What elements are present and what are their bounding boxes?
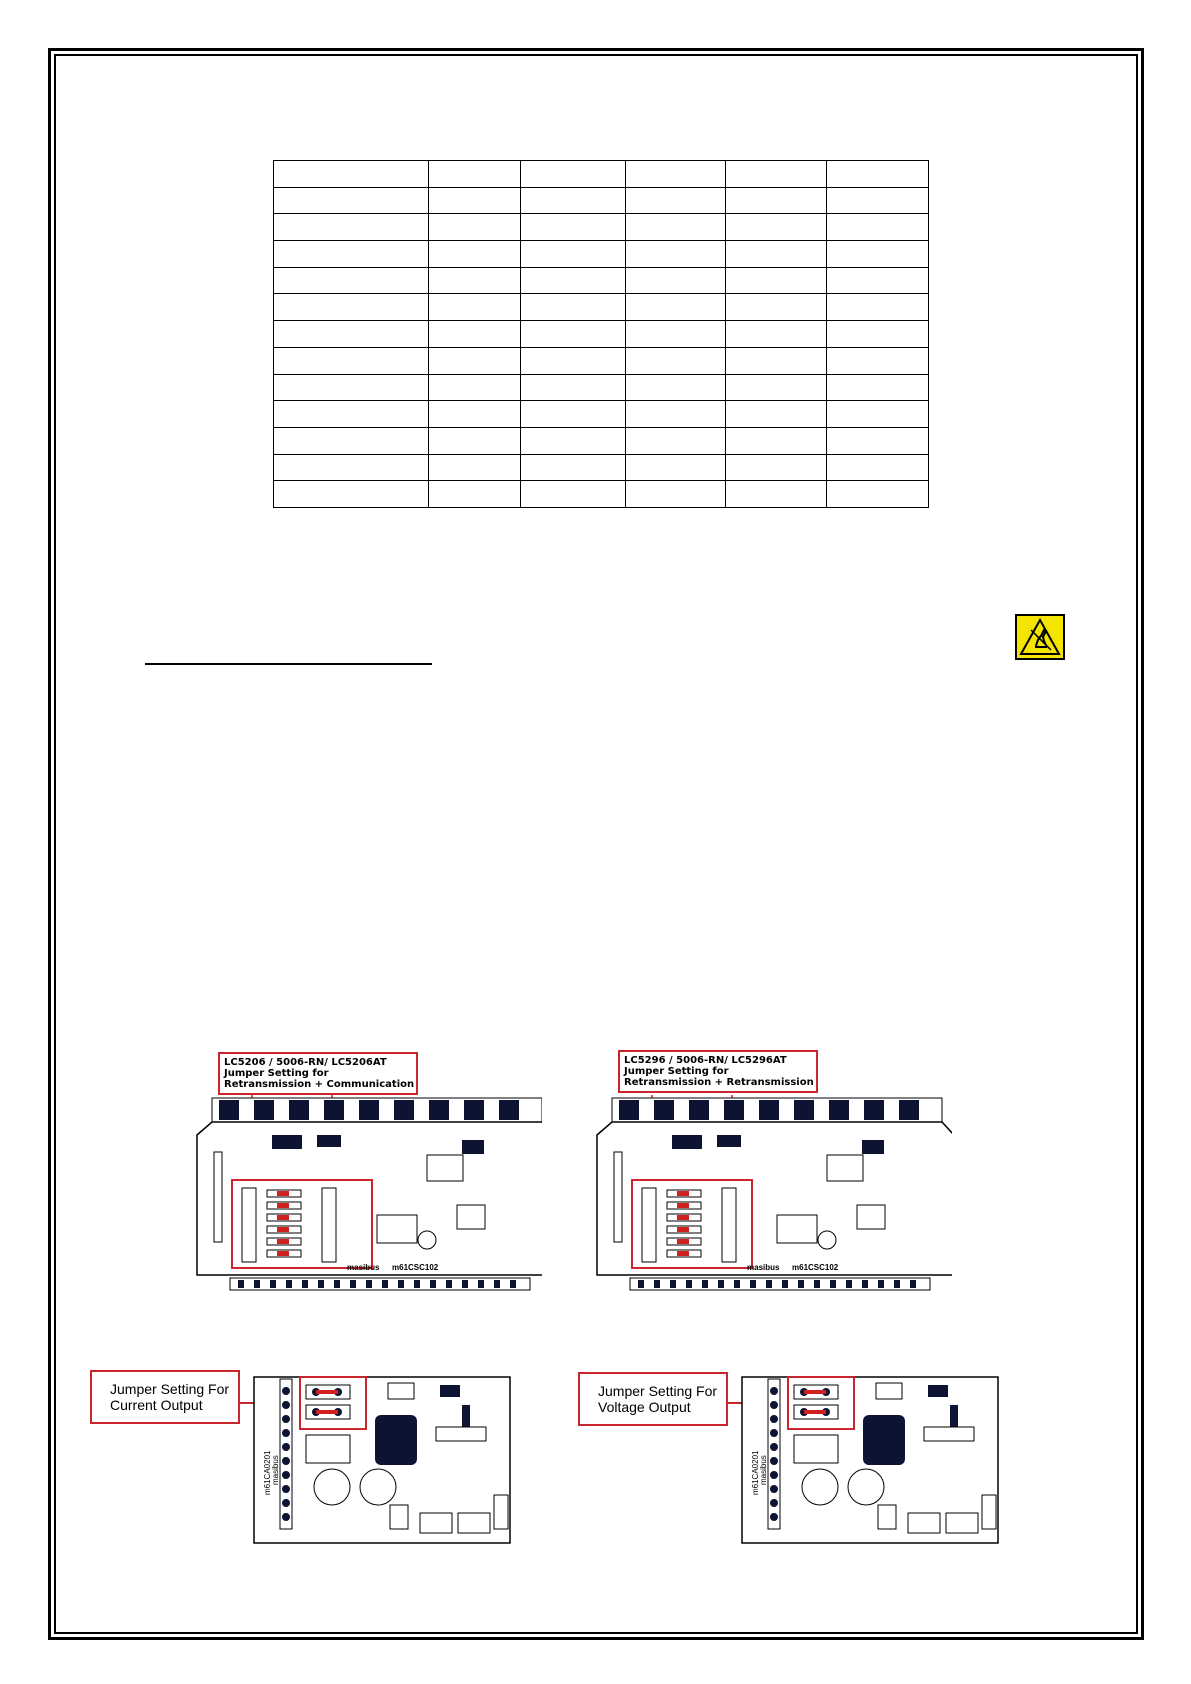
callout-line: Voltage Output [598, 1399, 691, 1415]
table-cell [521, 401, 626, 428]
callout-line: Retransmission + Retransmission [624, 1077, 814, 1088]
callout-line: Jumper Setting For [598, 1383, 718, 1399]
table-cell [827, 214, 929, 241]
table-cell [429, 481, 521, 508]
callout-line: Jumper Setting for [624, 1066, 729, 1077]
board-silk-brand: masibus [747, 1263, 780, 1272]
table-cell [827, 481, 929, 508]
table-cell [521, 454, 626, 481]
callout-line: Jumper Setting For [110, 1381, 230, 1397]
table-cell [626, 347, 726, 374]
table-cell [521, 321, 626, 348]
table-cell [726, 321, 827, 348]
table-cell [726, 427, 827, 454]
table-cell [429, 401, 521, 428]
table-cell [726, 347, 827, 374]
table-cell [626, 454, 726, 481]
table-cell [429, 427, 521, 454]
table-cell [521, 347, 626, 374]
table-row [274, 214, 929, 241]
callout-line: LC5296 / 5006-RN/ LC5296AT [624, 1055, 787, 1066]
table-cell [726, 454, 827, 481]
table-cell [827, 267, 929, 294]
table-cell [521, 161, 626, 188]
table-cell [274, 214, 429, 241]
table-row [274, 161, 929, 188]
esd-warning-icon [1015, 614, 1065, 660]
table-cell [827, 427, 929, 454]
table-row [274, 347, 929, 374]
table-cell [827, 401, 929, 428]
table-cell [626, 401, 726, 428]
table-row [274, 187, 929, 214]
table-row [274, 374, 929, 401]
table-cell [626, 374, 726, 401]
table-cell [626, 214, 726, 241]
table-cell [626, 427, 726, 454]
table-cell [521, 481, 626, 508]
table-cell [726, 241, 827, 268]
empty-table [273, 160, 929, 508]
table-cell [429, 187, 521, 214]
table-cell [521, 267, 626, 294]
callout-line: LC5206 / 5006-RN/ LC5206AT [224, 1057, 387, 1068]
board-silk-part: m61CSC102 [792, 1263, 839, 1272]
table-cell [626, 241, 726, 268]
board-silk-part: m61CSC102 [392, 1263, 439, 1272]
table-cell [274, 321, 429, 348]
table-row [274, 427, 929, 454]
table-row [274, 454, 929, 481]
board-silk-part: m61CA0201 [263, 1450, 272, 1495]
table-cell [726, 161, 827, 188]
callout-line: Retransmission + Communication [224, 1079, 415, 1090]
table-row [274, 267, 929, 294]
table-cell [429, 374, 521, 401]
table-cell [274, 454, 429, 481]
table-row [274, 401, 929, 428]
table-cell [827, 187, 929, 214]
table-cell [274, 427, 429, 454]
section-heading-underline [145, 663, 432, 665]
table-cell [429, 454, 521, 481]
board-silk-part: m61CA0201 [751, 1450, 760, 1495]
table-cell [429, 214, 521, 241]
callout-line: Jumper Setting for [224, 1068, 329, 1079]
table-cell [726, 481, 827, 508]
callout-retrans-retrans [618, 1050, 818, 1093]
table-cell [626, 161, 726, 188]
analog-board-right [728, 1375, 1008, 1547]
table-cell [274, 401, 429, 428]
table-cell [827, 241, 929, 268]
table-cell [429, 161, 521, 188]
callout-voltage-output [578, 1372, 728, 1426]
table-row [274, 294, 929, 321]
table-cell [726, 294, 827, 321]
table-cell [429, 294, 521, 321]
table-cell [626, 294, 726, 321]
table-cell [827, 321, 929, 348]
table-cell [827, 161, 929, 188]
table-cell [274, 294, 429, 321]
table-cell [827, 454, 929, 481]
table-cell [521, 241, 626, 268]
table-cell [274, 187, 429, 214]
table-cell [429, 321, 521, 348]
table-cell [626, 481, 726, 508]
callout-line: Current Output [110, 1397, 203, 1413]
table-cell [521, 374, 626, 401]
table-cell [521, 294, 626, 321]
table-cell [274, 347, 429, 374]
board-silk-brand: masibus [271, 1455, 280, 1485]
table-cell [521, 427, 626, 454]
callout-retrans-comm [218, 1052, 418, 1095]
table-cell [274, 481, 429, 508]
table-row [274, 241, 929, 268]
table-cell [626, 321, 726, 348]
table-cell [726, 401, 827, 428]
board-silk-brand: masibus [347, 1263, 380, 1272]
board-silk-brand: masibus [759, 1455, 768, 1485]
table-cell [827, 294, 929, 321]
table-cell [274, 161, 429, 188]
table-cell [274, 374, 429, 401]
table-cell [521, 214, 626, 241]
table-cell [626, 187, 726, 214]
table-cell [827, 347, 929, 374]
table-cell [429, 347, 521, 374]
table-cell [726, 214, 827, 241]
table-cell [429, 267, 521, 294]
table-cell [274, 267, 429, 294]
table-cell [429, 241, 521, 268]
table-cell [726, 267, 827, 294]
table-cell [726, 187, 827, 214]
callout-current-output [90, 1370, 240, 1424]
table-cell [827, 374, 929, 401]
table-cell [626, 267, 726, 294]
table-row [274, 321, 929, 348]
table-cell [521, 187, 626, 214]
table-cell [726, 374, 827, 401]
table-cell [274, 241, 429, 268]
table-row [274, 481, 929, 508]
analog-board-left [240, 1375, 520, 1547]
